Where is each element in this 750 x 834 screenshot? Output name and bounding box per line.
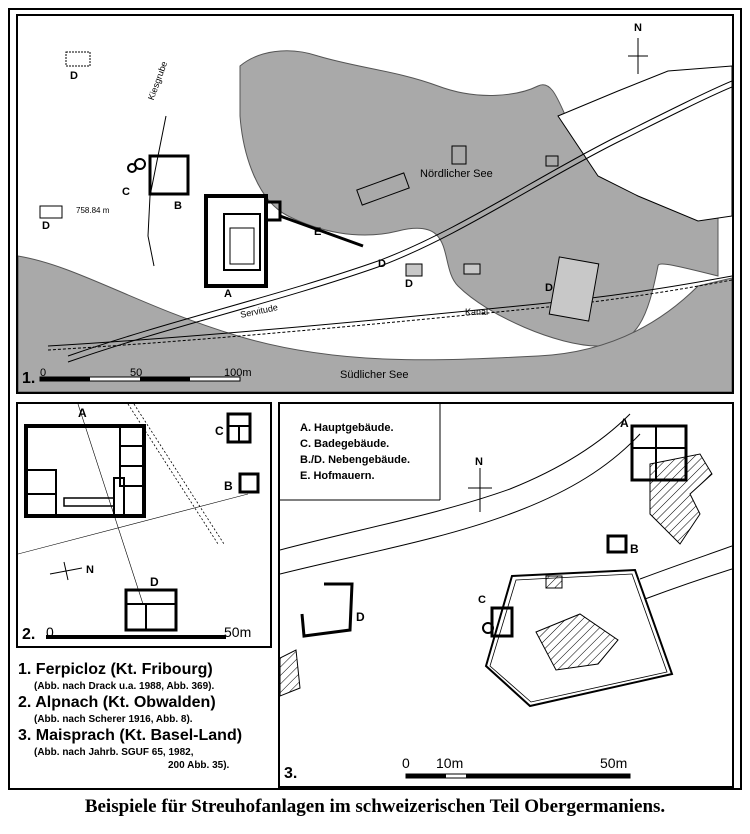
scale-2-tick-0: 0 bbox=[46, 624, 54, 640]
building-b-c bbox=[128, 156, 188, 194]
figure-caption: Beispiele für Streuhofanlagen im schweizerischen Teil Obergermaniens. bbox=[84, 796, 666, 817]
label-north-1: N bbox=[634, 22, 642, 34]
building-d-1 bbox=[66, 52, 90, 66]
label-elevation: 758.84 m bbox=[76, 206, 110, 215]
north-arrow-2 bbox=[50, 562, 82, 580]
panel-1-number: 1. bbox=[22, 370, 36, 387]
scale-2-tick-50: 50m bbox=[224, 624, 252, 640]
p3-building-b bbox=[608, 536, 626, 552]
scale-1-tick-0: 0 bbox=[40, 367, 47, 379]
site-2-ref: (Abb. nach Scherer 1916, Abb. 8). bbox=[34, 714, 193, 725]
hatched-corner bbox=[280, 650, 300, 696]
label-north-2: N bbox=[86, 564, 94, 576]
building-d-4 bbox=[464, 264, 480, 274]
p2-building-a bbox=[26, 426, 144, 516]
legend-item-bd: B./D. Nebengebäude. bbox=[300, 454, 411, 466]
site-list bbox=[18, 660, 242, 772]
label-d-5: D bbox=[545, 282, 553, 294]
panel-2-map bbox=[18, 404, 270, 646]
label-kiesgrube: Kiesgrube bbox=[146, 59, 170, 102]
legend-item-e: E. Hofmauern. bbox=[300, 470, 375, 482]
label-a-1: A bbox=[224, 288, 232, 300]
label-c-3: C bbox=[478, 594, 486, 606]
panel-2-number: 2. bbox=[22, 626, 36, 643]
label-b-1: B bbox=[174, 200, 182, 212]
label-a-2: A bbox=[78, 406, 87, 420]
legend-item-c: C. Badegebäude. bbox=[300, 438, 390, 450]
site-1-title: 1. Ferpicloz (Kt. Fribourg) bbox=[18, 661, 213, 678]
label-c-2: C bbox=[215, 424, 224, 438]
site-2-title: 2. Alpnach (Kt. Obwalden) bbox=[18, 694, 216, 711]
p2-building-c bbox=[228, 414, 250, 442]
scale-3-tick-0: 0 bbox=[402, 755, 410, 771]
building-a bbox=[206, 196, 280, 286]
label-kanal: Kanal bbox=[465, 307, 489, 317]
site-3-ref-2: 200 Abb. 35). bbox=[168, 760, 230, 771]
north-arrow-1 bbox=[628, 38, 648, 74]
label-d-2: D bbox=[42, 220, 50, 232]
label-d-3-panel: D bbox=[356, 610, 365, 624]
panel-3-number: 3. bbox=[284, 765, 298, 782]
scale-bar-3 bbox=[406, 774, 630, 778]
label-north-3: N bbox=[475, 456, 483, 468]
label-e-1: E bbox=[314, 226, 322, 238]
label-d-2-panel: D bbox=[150, 575, 159, 589]
site-3-ref: (Abb. nach Jahrb. SGUF 65, 1982, bbox=[34, 747, 194, 758]
legend-item-a: A. Hauptgebäude. bbox=[300, 422, 394, 434]
north-arrow-3 bbox=[468, 468, 492, 512]
label-d-3: D bbox=[378, 258, 386, 270]
building-d-2 bbox=[40, 206, 62, 218]
scale-bar-2 bbox=[46, 635, 226, 639]
p3-building-c bbox=[483, 608, 512, 636]
label-b-2: B bbox=[224, 479, 233, 493]
hatched-building bbox=[536, 614, 618, 670]
label-d-1: D bbox=[70, 70, 78, 82]
legend bbox=[300, 420, 410, 484]
label-a-3: A bbox=[620, 416, 629, 430]
hatched-small bbox=[546, 576, 562, 588]
label-d-4: D bbox=[405, 278, 413, 290]
site-3-title: 3. Maisprach (Kt. Basel-Land) bbox=[18, 727, 243, 744]
label-servitude: Servitude bbox=[239, 302, 279, 320]
p2-building-b bbox=[240, 474, 258, 492]
label-b-3: B bbox=[630, 542, 639, 556]
panel-1-map bbox=[18, 16, 732, 392]
road-3-c bbox=[640, 546, 732, 579]
label-sued-see: Südlicher See bbox=[340, 369, 409, 381]
scale-1-tick-100: 100m bbox=[224, 367, 252, 379]
p2-building-d bbox=[126, 590, 176, 630]
road-3-d bbox=[645, 569, 732, 599]
label-nord-see: Nördlicher See bbox=[420, 168, 493, 180]
site-1-ref: (Abb. nach Drack u.a. 1988, Abb. 369). bbox=[34, 681, 215, 692]
scale-3-tick-10: 10m bbox=[436, 755, 464, 771]
p3-building-a bbox=[632, 426, 712, 544]
building-d-3 bbox=[406, 264, 422, 276]
scale-3-tick-50: 50m bbox=[600, 755, 628, 771]
scale-1-tick-50: 50 bbox=[130, 367, 143, 379]
label-c-1: C bbox=[122, 186, 130, 198]
p3-building-d bbox=[302, 584, 352, 636]
